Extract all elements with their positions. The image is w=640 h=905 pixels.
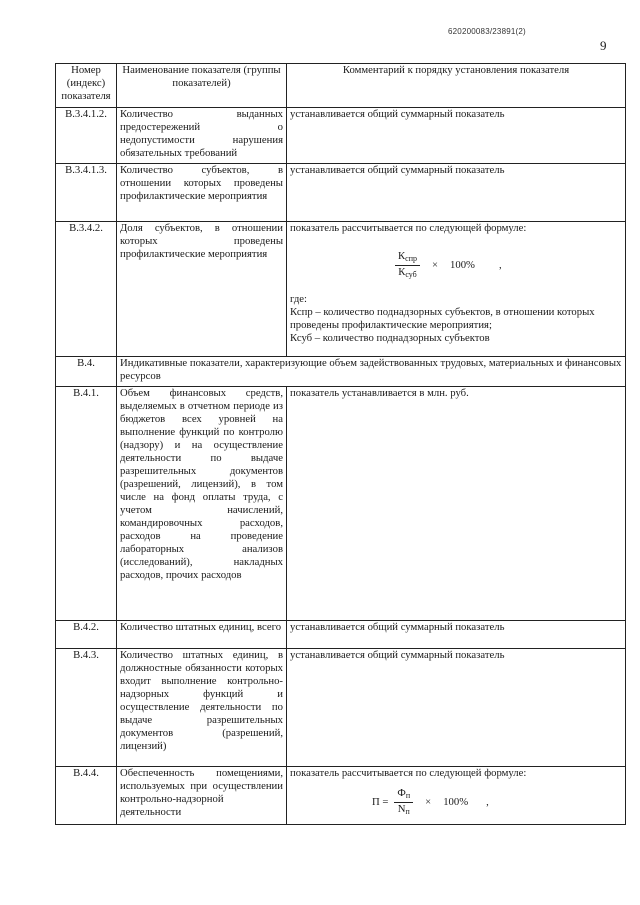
times-sign: × [425, 795, 432, 808]
row-comment: устанавливается общий суммарный показатель [287, 649, 626, 767]
row-index: В.4.3. [56, 649, 117, 767]
row-name: Обеспеченность помещениями, используемых при осуществлении контрольно-надзорной деятельности [117, 767, 287, 825]
table-row [56, 357, 626, 387]
formula-intro: показатель рассчитывается по следующей формуле: [290, 222, 527, 234]
row-index: В.4.2. [56, 621, 117, 649]
row-name: Доля субъектов, в отношении которых проведены профилактические мероприятия [117, 222, 287, 357]
row-comment: устанавливается общий суммарный показатель [287, 108, 626, 164]
row-name: Количество выданных предостережений о недопустимости нарушения обязательных требований [117, 108, 287, 164]
numerator-sub: спр [405, 253, 417, 263]
formula [395, 247, 622, 283]
table-row [56, 222, 626, 357]
fraction [394, 787, 413, 818]
row-name: Количество субъектов, в отношении которых проведены профилактические мероприятия [117, 164, 287, 222]
header-name: Наименование показателя (группы показателей) [117, 64, 287, 108]
header-comment: Комментарий к порядку установления показателя [287, 64, 626, 108]
formula-lhs: П = [372, 795, 389, 808]
row-comment: устанавливается общий суммарный показатель [287, 621, 626, 649]
denominator-sub: п [405, 806, 410, 816]
row-index: В.4.1. [56, 387, 117, 621]
definition-1: Кспр – количество поднадзорных субъектов, в отношении которых проведены профилактические мероприятия; [290, 306, 595, 331]
definition-2: Ксуб – количество поднадзорных субъектов [290, 332, 490, 344]
row-comment-formula [287, 222, 626, 357]
row-index: В.4.4. [56, 767, 117, 825]
table-row [56, 649, 626, 767]
times-sign: × [431, 258, 439, 271]
denominator: N [397, 802, 406, 815]
formula-intro: показатель рассчитывается по следующей формуле: [290, 767, 527, 779]
formula [372, 786, 622, 818]
numerator: К [398, 249, 406, 262]
row-index: В.3.4.2. [56, 222, 117, 357]
row-name: Объем финансовых средств, выделяемых в отчетном периоде из бюджетов всех уровней на выполнение функций по контролю (надзору) и на осуществление деятельности по выдаче разрешительных документов (разрешений, лицензий), в том числе на фонд оплаты труда, с учетом начислений, командировочных расходов, расходов на проведение лабораторных анализов (исследований), накладных расходов, прочих расходов [117, 387, 287, 621]
fraction [395, 250, 420, 281]
denominator: К [398, 265, 406, 278]
row-name: Количество штатных единиц, всего [117, 621, 287, 649]
row-comment: устанавливается общий суммарный показатель [287, 164, 626, 222]
formula-tail: 100% [443, 795, 469, 808]
header-index: Номер (индекс) показателя [56, 64, 117, 108]
numerator: Ф [397, 786, 406, 799]
table-row [56, 387, 626, 621]
row-index: В.3.4.1.2. [56, 108, 117, 164]
formula-trail: , [486, 795, 489, 808]
row-comment-formula [287, 767, 626, 825]
row-comment: показатель устанавливается в млн. руб. [287, 387, 626, 621]
where-label: где: [290, 293, 308, 305]
indicators-table [55, 63, 626, 825]
document-id: 620200083/23891(2) [448, 27, 526, 36]
table-row [56, 767, 626, 825]
page-number: 9 [600, 38, 607, 53]
section-heading: Индикативные показатели, характеризующие объем задействованных трудовых, материальных и финансовых ресурсов [117, 357, 626, 387]
formula-trail: , [498, 258, 502, 271]
table-row [56, 108, 626, 164]
row-index: В.4. [56, 357, 117, 387]
table-row [56, 164, 626, 222]
denominator-sub: суб [405, 269, 417, 279]
numerator-sub: п [405, 790, 411, 800]
formula-tail: 100% [450, 258, 475, 271]
table-row [56, 621, 626, 649]
row-name: Количество штатных единиц, в должностные обязанности которых входит выполнение контрольно-надзорных функций и осуществление деятельности по выдаче разрешительных документов (разрешений, лицензий) [117, 649, 287, 767]
row-index: В.3.4.1.3. [56, 164, 117, 222]
table-header-row [56, 64, 626, 108]
